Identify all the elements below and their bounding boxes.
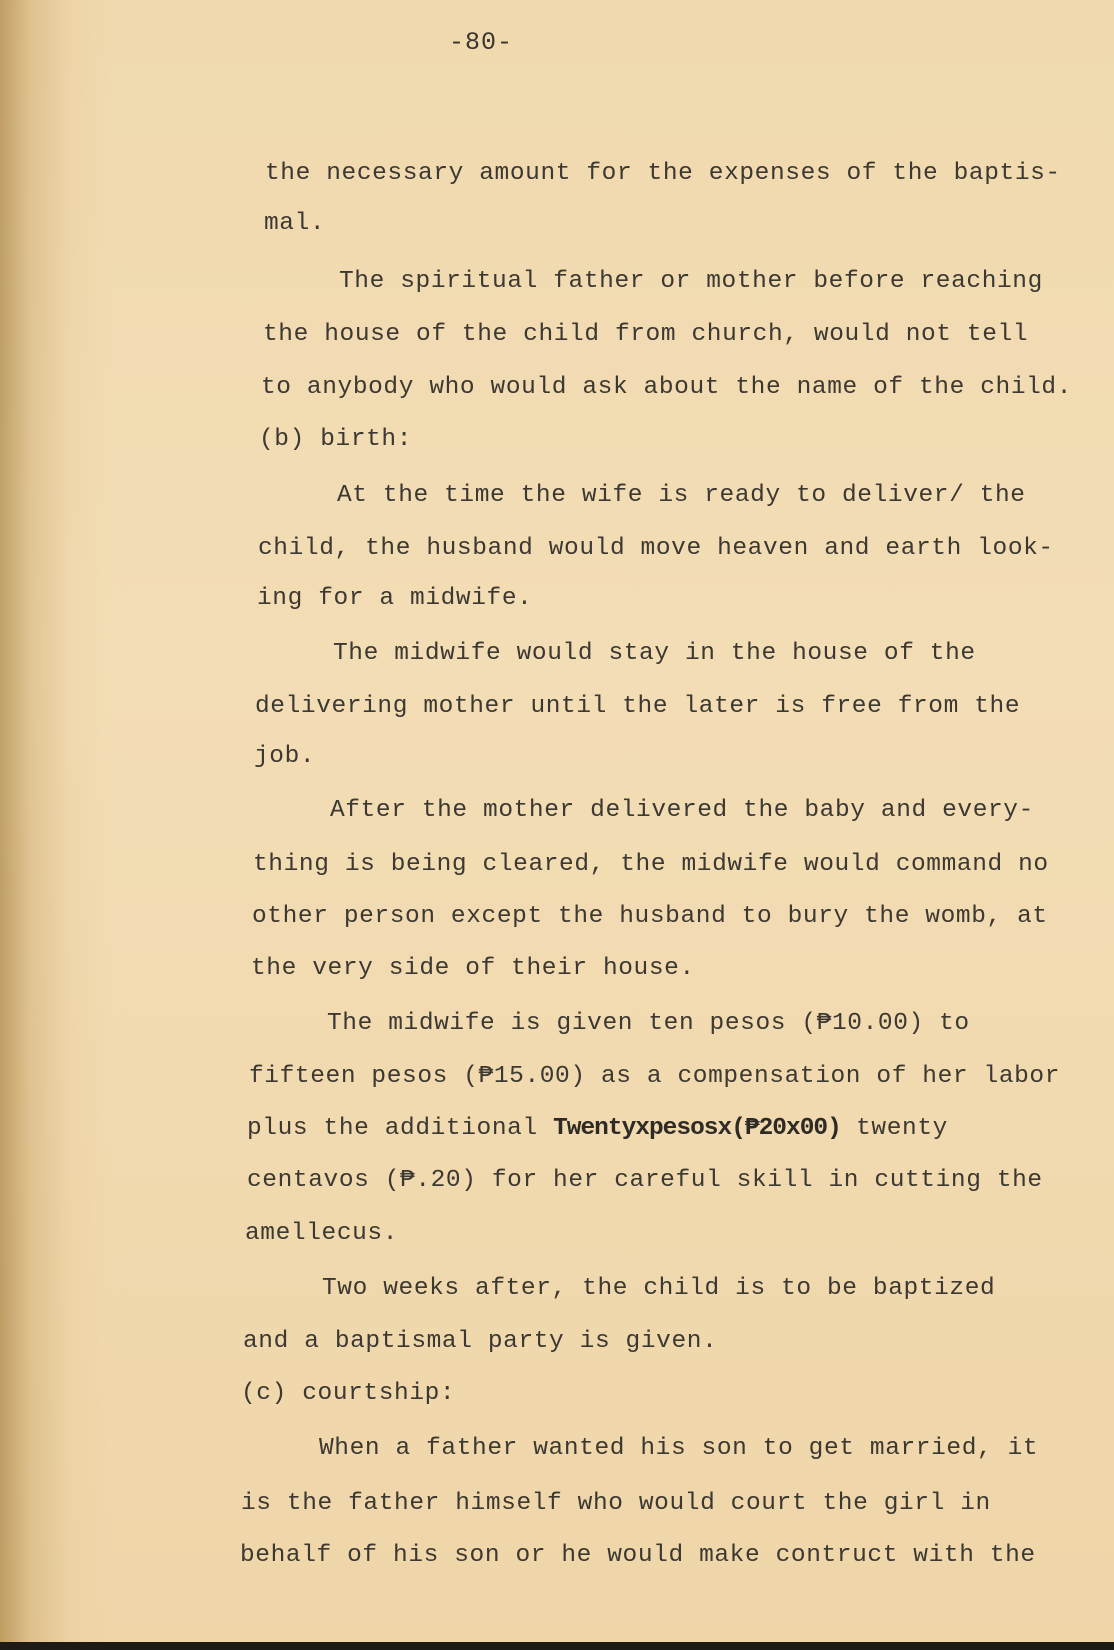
- text-line: Two weeks after, the child is to be baptized: [322, 1275, 996, 1302]
- text-line: thing is being cleared, the midwife would command no: [253, 851, 1049, 878]
- text-line: delivering mother until the later is free from the: [255, 693, 1021, 720]
- text-line: job.: [254, 743, 316, 770]
- text-line: to anybody who would ask about the name of the child.: [261, 374, 1073, 401]
- page-number: -80-: [448, 28, 513, 57]
- text-segment: plus the additional: [247, 1115, 554, 1142]
- text-line: other person except the husband to bury the womb, at: [252, 903, 1048, 930]
- text-line: fifteen pesos (₱15.00) as a compensation of her labor: [249, 1063, 1061, 1090]
- text-line: The midwife is given ten pesos (₱10.00) to: [327, 1010, 970, 1037]
- text-line: At the time the wife is ready to deliver/ the: [337, 482, 1026, 509]
- text-line: [247, 1115, 948, 1142]
- text-line: mal.: [264, 210, 326, 237]
- text-line: the necessary amount for the expenses of the baptis-: [265, 160, 1061, 187]
- text-line: the house of the child from church, would not tell: [263, 321, 1029, 348]
- text-segment: twenty: [840, 1115, 948, 1142]
- text-line: centavos (₱.20) for her careful skill in cutting the: [247, 1167, 1043, 1194]
- text-line: (b) birth:: [259, 426, 413, 453]
- text-line: is the father himself who would court the girl in: [241, 1490, 991, 1517]
- text-line: The midwife would stay in the house of the: [333, 640, 976, 667]
- text-line: The spiritual father or mother before reaching: [339, 268, 1043, 295]
- text-line: When a father wanted his son to get married, it: [319, 1435, 1039, 1462]
- text-line: ing for a midwife.: [257, 585, 533, 612]
- text-line: the very side of their house.: [251, 955, 695, 982]
- text-line: (c) courtship:: [241, 1380, 456, 1407]
- text-line: behalf of his son or he would make contruct with the: [240, 1542, 1036, 1569]
- struck-out-text: Twentyxpesosx(₱20x00): [553, 1115, 841, 1142]
- text-line: and a baptismal party is given.: [243, 1328, 718, 1355]
- text-line: amellecus.: [245, 1220, 399, 1247]
- page-bottom-edge: [0, 1642, 1114, 1650]
- text-line: child, the husband would move heaven and earth look-: [258, 535, 1054, 562]
- text-line: After the mother delivered the baby and every-: [330, 797, 1034, 824]
